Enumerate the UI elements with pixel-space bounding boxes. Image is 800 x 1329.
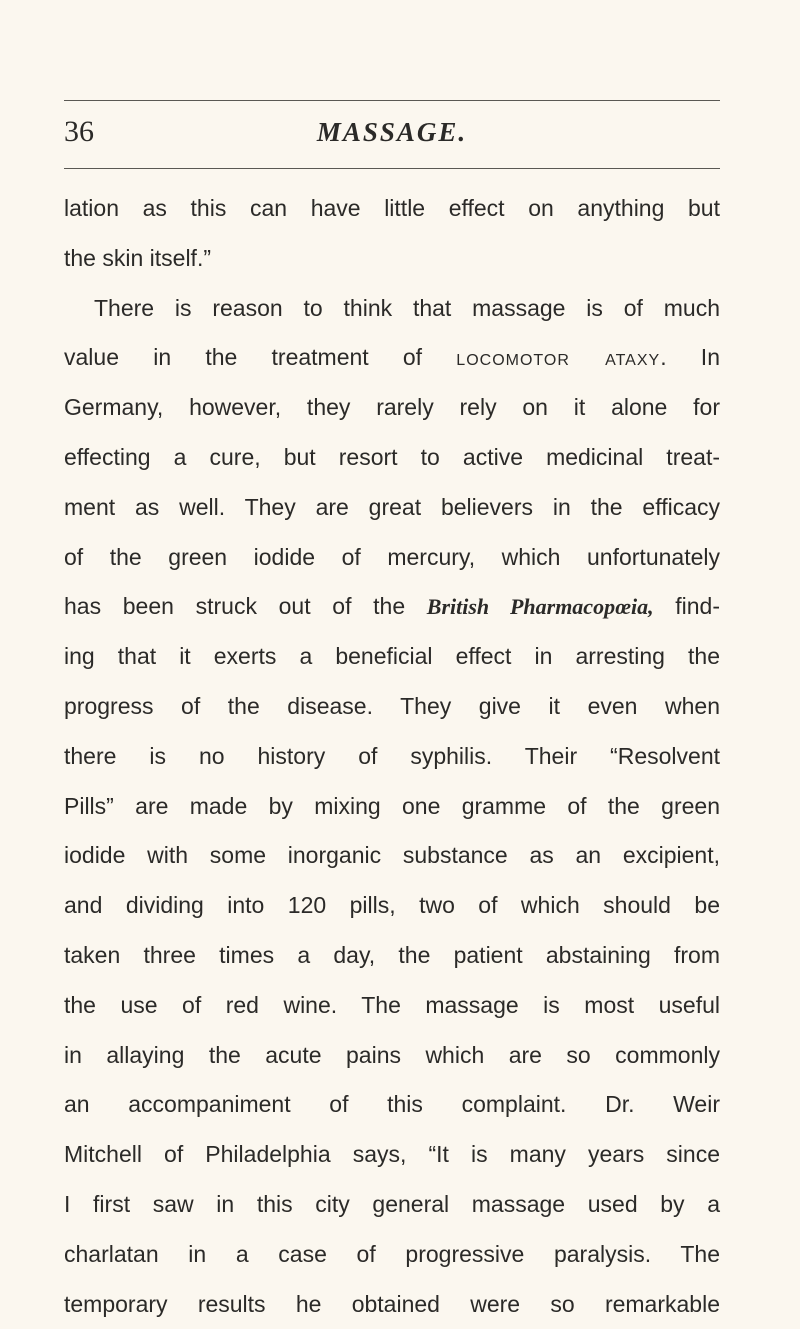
text-line: charlatan in a case of progressive paralysis. The xyxy=(64,1240,720,1267)
text-run: has been struck out of the xyxy=(64,593,427,620)
text-line: Pills” are made by mixing one gramme of the green xyxy=(64,792,720,819)
text-run: find- xyxy=(653,593,720,620)
text-line: in allaying the acute pains which are so commonly xyxy=(64,1041,720,1068)
text-line: temporary results he obtained were so remarkable xyxy=(64,1290,720,1317)
text-line: iodide with some inorganic substance as an excipient, xyxy=(64,842,720,869)
italic-title: British Pharmacopœia, xyxy=(426,594,654,620)
text-line xyxy=(64,333,720,383)
paragraph-start-line: There is reason to think that massage is of much xyxy=(94,294,720,321)
page-header xyxy=(64,110,720,158)
running-head: MASSAGE. xyxy=(316,117,468,147)
page-number: 36 xyxy=(64,115,94,148)
text-line xyxy=(64,582,720,632)
text-run: . In xyxy=(660,344,720,371)
text-run: value in the treatment of xyxy=(64,344,457,371)
text-line: of the green iodide of mercury, which unfortunately xyxy=(64,543,720,570)
text-line: the use of red wine. The massage is most useful xyxy=(64,991,720,1018)
text-line: the skin itself.” xyxy=(64,244,211,271)
text-line: I first saw in this city general massage used by a xyxy=(64,1190,720,1217)
text-line: Germany, however, they rarely rely on it alone for xyxy=(64,394,720,421)
text-line: taken three times a day, the patient abstaining from xyxy=(64,941,720,968)
text-line: lation as this can have little effect on anything but xyxy=(64,195,720,221)
text-line: progress of the disease. They give it even when xyxy=(64,692,720,719)
text-line: ment as well. They are great believers in the efficacy xyxy=(64,493,720,520)
text-line: effecting a cure, but resort to active medicinal treat- xyxy=(64,443,720,470)
text-line: there is no history of syphilis. Their “Resolvent xyxy=(64,742,720,769)
header-bottom-rule xyxy=(64,168,720,169)
text-line: an accompaniment of this complaint. Dr. Weir xyxy=(64,1091,720,1118)
small-caps-term: locomotor ataxy xyxy=(456,344,661,371)
body-text xyxy=(64,184,720,1329)
text-line: and dividing into 120 pills, two of which should be xyxy=(64,892,720,919)
text-line: Mitchell of Philadelphia says, “It is many years since xyxy=(64,1141,720,1168)
text-line: ing that it exerts a beneficial effect in arresting the xyxy=(64,643,720,670)
header-top-rule xyxy=(64,100,720,101)
